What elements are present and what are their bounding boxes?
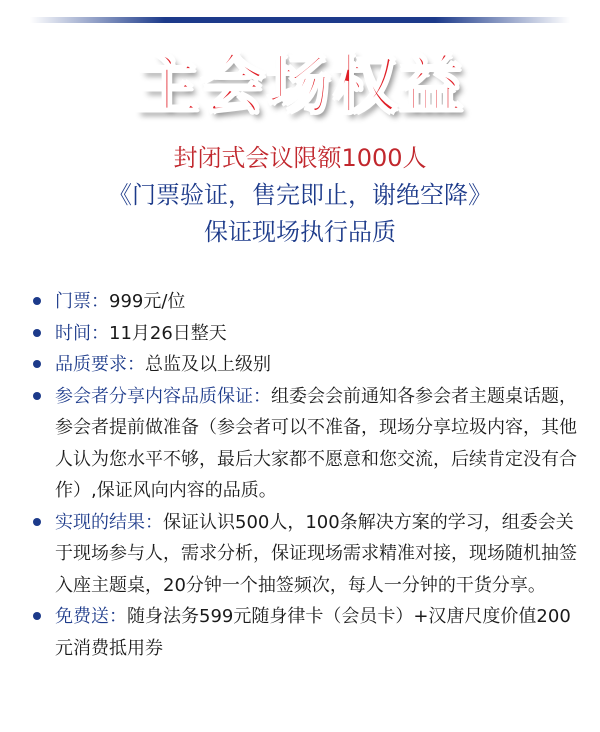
list-item-time [30,318,585,350]
item-label: 品质要求： [55,354,145,375]
list-item-results [30,507,585,602]
subtitle-quality: 保证现场执行品质 [204,218,396,246]
top-decorative-bar [30,17,570,23]
item-text: 随身法务599元随身律卡（会员卡）+汉唐尺度价值200元消费抵用券 [55,606,571,659]
item-label: 门票： [55,291,109,312]
item-text: 组委会会前通知各参会者主题桌话题，参会者提前做准备（参会者可以不准备，现场分享垃圾内容，其他人认为您水平不够，最后大家都不愿意和您交流，后续肯定没有合作）,保证风向内容的品质。 [55,385,577,501]
item-text: 保证认识500人，100条解决方案的学习，组委会关于现场参与人，需求分析，保证现场需求精准对接，现场随机抽签入座主题桌，20分钟一个抽签频次，每人一分钟的干货分享。 [55,511,577,596]
benefits-list [30,286,585,664]
list-item-free-gift [30,601,585,664]
item-label: 免费送： [55,606,127,627]
item-text: 11月26日整天 [109,322,227,344]
item-label: 参会者分享内容品质保证： [55,385,271,407]
list-item-ticket [30,286,585,318]
item-text: 999元/位 [109,291,186,312]
page-title: 主会场权益 [135,49,465,123]
list-item-quality-requirement [30,349,585,381]
item-text: 总监及以上级别 [145,354,271,375]
list-item-sharing-quality [30,381,585,507]
subtitle-ticket-policy: 《门票验证，售完即止，谢绝空降》 [108,181,492,209]
item-label: 时间： [55,322,109,344]
subtitle-capacity: 封闭式会议限额1000人 [173,144,427,172]
item-label: 实现的结果： [55,511,163,533]
